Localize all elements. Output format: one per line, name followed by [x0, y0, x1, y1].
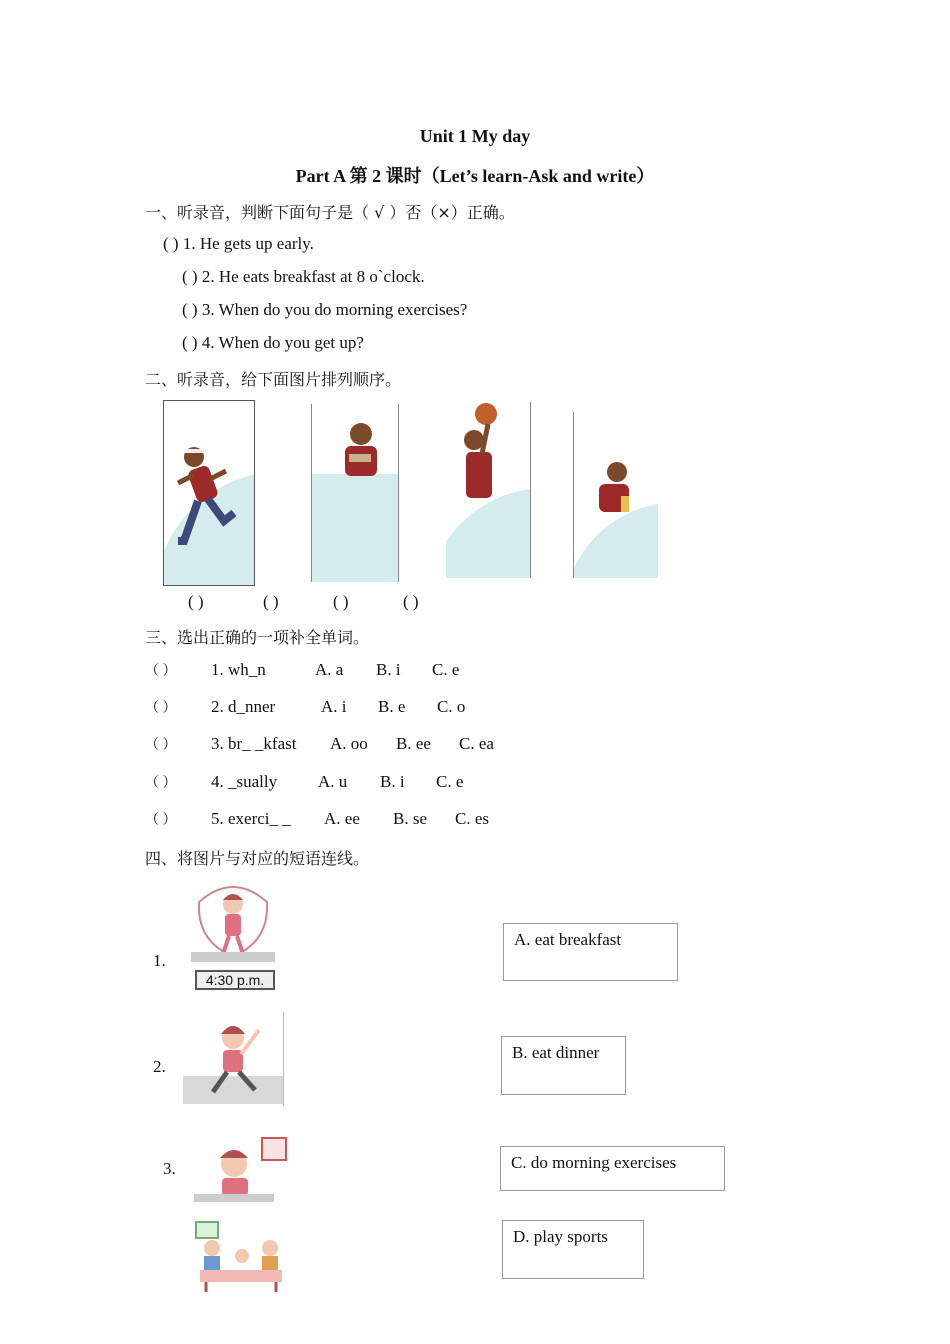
phrase-box-b[interactable]: B. eat dinner — [501, 1036, 626, 1095]
match-number-3: 3. — [163, 1159, 176, 1178]
option-a: A. oo — [330, 734, 368, 753]
match-picture-1[interactable] — [185, 882, 280, 992]
option-a: A. ee — [324, 809, 360, 828]
order-blank-3[interactable]: ( ) — [333, 592, 349, 611]
picture-basketball — [446, 402, 531, 578]
page-title: Unit 1 My day — [419, 126, 531, 146]
section1-item-1 — [163, 234, 314, 254]
order-blank-4[interactable]: ( ) — [403, 592, 419, 611]
boy-basketball-icon — [446, 402, 531, 578]
answer-paren[interactable]: （ ） — [145, 738, 177, 753]
answer-paren[interactable]: ( ) — [182, 300, 198, 319]
phrase-box-a[interactable]: A. eat breakfast — [503, 923, 678, 981]
option-b: B. se — [393, 809, 427, 828]
picture-running — [163, 400, 255, 586]
order-blank-1[interactable]: ( ) — [188, 592, 204, 611]
word-blank: 4. _sually — [211, 772, 278, 791]
order-blank-2[interactable]: ( ) — [263, 592, 279, 611]
option-b: B. i — [376, 660, 401, 679]
word-blank: 3. br_ _kfast — [211, 734, 297, 753]
girl-eating-breakfast-icon — [190, 1128, 290, 1212]
section3-item-4 — [145, 772, 463, 792]
section2-heading: 二、听录音，给下面图片排列顺序。 — [145, 370, 402, 389]
match-number-2: 2. — [153, 1057, 166, 1076]
sentence-text: 4. When do you get up? — [201, 333, 364, 352]
picture-eating — [311, 404, 399, 582]
section3-item-5 — [145, 809, 489, 829]
option-c: C. ea — [459, 734, 494, 753]
option-b: B. i — [380, 772, 405, 791]
section3-heading: 三、选出正确的一项补全单词。 — [145, 628, 370, 647]
option-c: C. e — [432, 660, 460, 679]
clock-label: 4:30 p.m. — [195, 970, 275, 990]
match-number-1: 1. — [153, 951, 166, 970]
match-picture-2[interactable] — [183, 1012, 284, 1106]
picture-brushing — [573, 412, 658, 578]
family-dinner-icon — [186, 1218, 294, 1294]
boy-brushing-teeth-icon — [573, 412, 658, 578]
answer-paren[interactable]: （ ） — [145, 776, 177, 791]
sentence-text: 1. He gets up early. — [182, 234, 314, 253]
section3-item-3 — [145, 734, 494, 754]
section1-item-4 — [182, 333, 364, 353]
answer-paren[interactable]: ( ) — [182, 333, 198, 352]
girl-jump-rope-icon — [185, 882, 280, 968]
sentence-text: 2. He eats breakfast at 8 o`clock. — [201, 267, 425, 286]
phrase-box-d[interactable]: D. play sports — [502, 1220, 644, 1279]
option-b: B. ee — [396, 734, 431, 753]
phrase-box-c[interactable]: C. do morning exercises — [500, 1146, 725, 1191]
section3-item-1 — [145, 660, 459, 680]
sentence-text: 3. When do you do morning exercises? — [201, 300, 468, 319]
option-c: C. es — [455, 809, 489, 828]
word-blank: 5. exerci_ _ — [211, 809, 291, 828]
word-blank: 1. wh_n — [211, 660, 266, 679]
word-blank: 2. d_nner — [211, 697, 276, 716]
option-c: C. o — [437, 697, 466, 716]
page-subtitle: Part A 第 2 课时（Let’s learn-Ask and write） — [295, 166, 655, 186]
answer-paren[interactable]: ( ) — [182, 267, 198, 286]
section4-heading: 四、将图片与对应的短语连线。 — [145, 849, 370, 868]
option-c: C. e — [436, 772, 464, 791]
option-a: A. i — [321, 697, 347, 716]
section1-heading: 一、听录音，判断下面句子是（ √ ）否（×）正确。 — [145, 203, 515, 222]
option-b: B. e — [378, 697, 406, 716]
answer-paren[interactable]: （ ） — [145, 701, 177, 716]
section1-item-3 — [182, 300, 467, 320]
girl-exercising-icon — [183, 1012, 283, 1106]
option-a: A. a — [315, 660, 344, 679]
answer-paren[interactable]: （ ） — [145, 813, 177, 828]
boy-running-icon — [164, 401, 254, 585]
boy-eating-icon — [311, 404, 399, 582]
option-a: A. u — [318, 772, 348, 791]
section3-item-2 — [145, 697, 465, 717]
match-picture-3[interactable] — [190, 1128, 290, 1212]
match-picture-4[interactable] — [186, 1218, 294, 1294]
answer-paren[interactable]: ( ) — [163, 234, 179, 253]
answer-paren[interactable]: （ ） — [145, 664, 177, 679]
section1-item-2 — [182, 267, 425, 287]
